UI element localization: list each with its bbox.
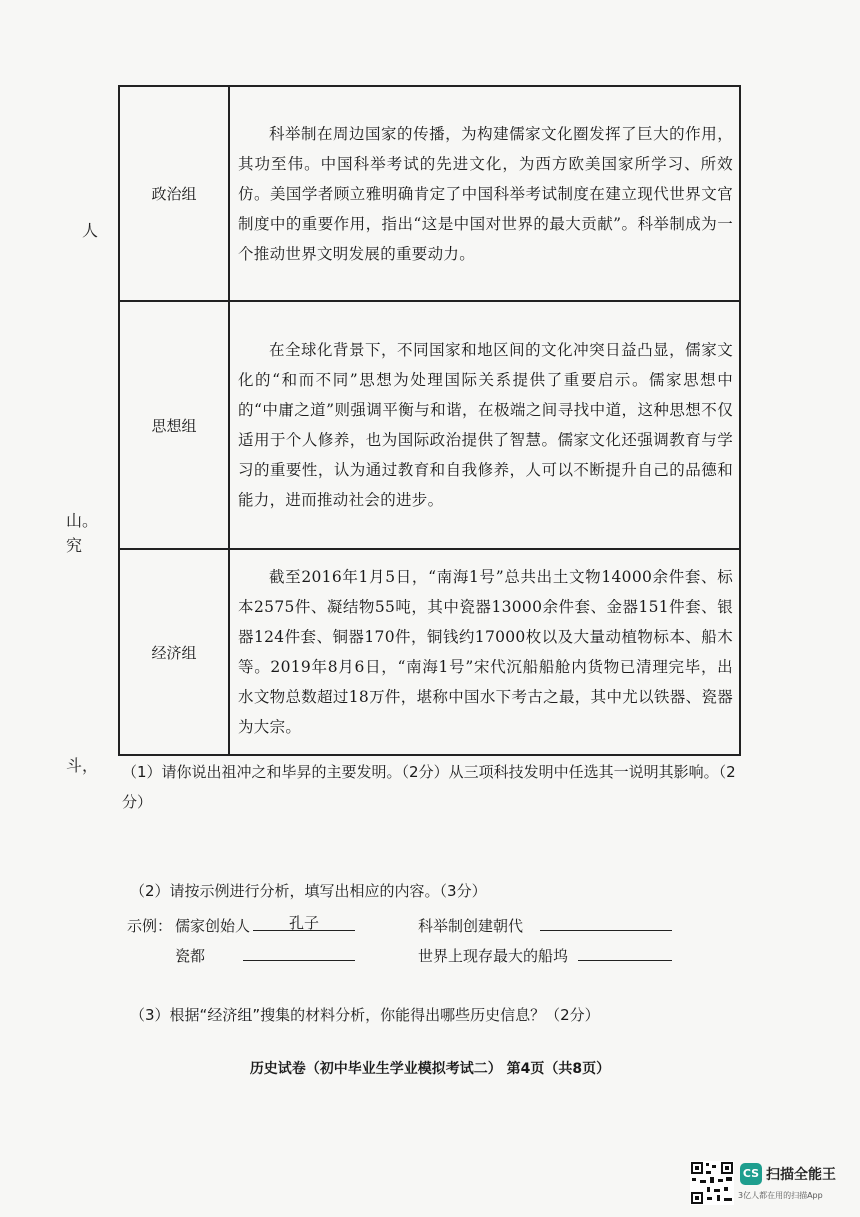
table-row [119,301,740,549]
material-text-politics: 科举制在周边国家的传播，为构建儒家文化圈发挥了巨大的作用，其功至伟。中国科举考试的先进文化，为西方欧美国家所学习、所效仿。美国学者顾立雅明确肯定了中国科举考试制度在建立现代世界文官制度中的重要作用，指出“这是中国对世界的最大贡献”。科举制成为一个推动世界文明发展的重要动力。 [229,86,740,301]
qr-code-icon [690,1161,734,1205]
question-1: （1）请你说出祖冲之和毕昇的主要发明。（2分）从三项科技发明中任选其一说明其影响。（2分） [122,763,736,811]
camscanner-logo-icon: CS [740,1163,762,1185]
question-3: （3）根据“经济组”搜集的材料分析，你能得出哪些历史信息？（2分） [130,1006,600,1024]
largest-dock-answer-field[interactable] [578,942,672,961]
example-label: 示例： [127,917,173,935]
margin-mark: 斗， [66,756,99,775]
material-text-economy: 截至2016年1月5日，“南海1号”总共出土文物14000余件套、标本2575件、凝结物55吨，其中瓷器13000余件套、金器151件套、银器124件套、铜器170件，铜钱约17000枚以及大量动植物标本、船木等。2019年8月6日，“南海1号”宋代沉船船舱内货物已清理完毕，出水文物总数超过18万件，堪称中国水下考古之最，其中尤以铁器、瓷器为大宗。 [229,549,740,755]
founder-answer-field[interactable]: 孔子 [253,912,355,931]
page-footer: 历史试卷（初中毕业生学业模拟考试二） 第4页（共8页） [249,1061,611,1077]
margin-mark: 究 [66,536,83,555]
scanner-app-name: 扫描全能王 [766,1167,836,1183]
keju-dynasty-label: 科举制创建朝代 [418,917,524,935]
largest-dock-label: 世界上现存最大的船坞 [418,947,569,965]
question-2: （2）请按示例进行分析，填写出相应的内容。（3分） [130,882,487,900]
material-text-thought: 在全球化背景下，不同国家和地区间的文化冲突日益凸显，儒家文化的“和而不同”思想为处理国际关系提供了重要启示。儒家思想中的“中庸之道”则强调平衡与和谐，在极端之间寻找中道，这种思想不仅适用于个人修养，也为国际政治提供了智慧。儒家文化还强调教育与学习的重要性，认为通过教育和自我修养，人可以不断提升自己的品德和能力，进而推动社会的进步。 [229,301,740,549]
porcelain-capital-label: 瓷都 [175,947,206,965]
group-label-thought: 思想组 [119,301,229,549]
group-label-politics: 政治组 [119,86,229,301]
founder-label: 儒家创始人 [175,917,251,935]
keju-dynasty-answer-field[interactable] [540,912,672,931]
table-row [119,86,740,301]
scanner-tagline: 3亿人都在用的扫描App [738,1191,823,1200]
margin-mark: 山。 [66,511,99,530]
margin-mark: 人 [82,221,99,240]
materials-table [118,85,741,756]
group-label-economy: 经济组 [119,549,229,755]
table-row [119,549,740,755]
porcelain-capital-answer-field[interactable] [243,942,355,961]
